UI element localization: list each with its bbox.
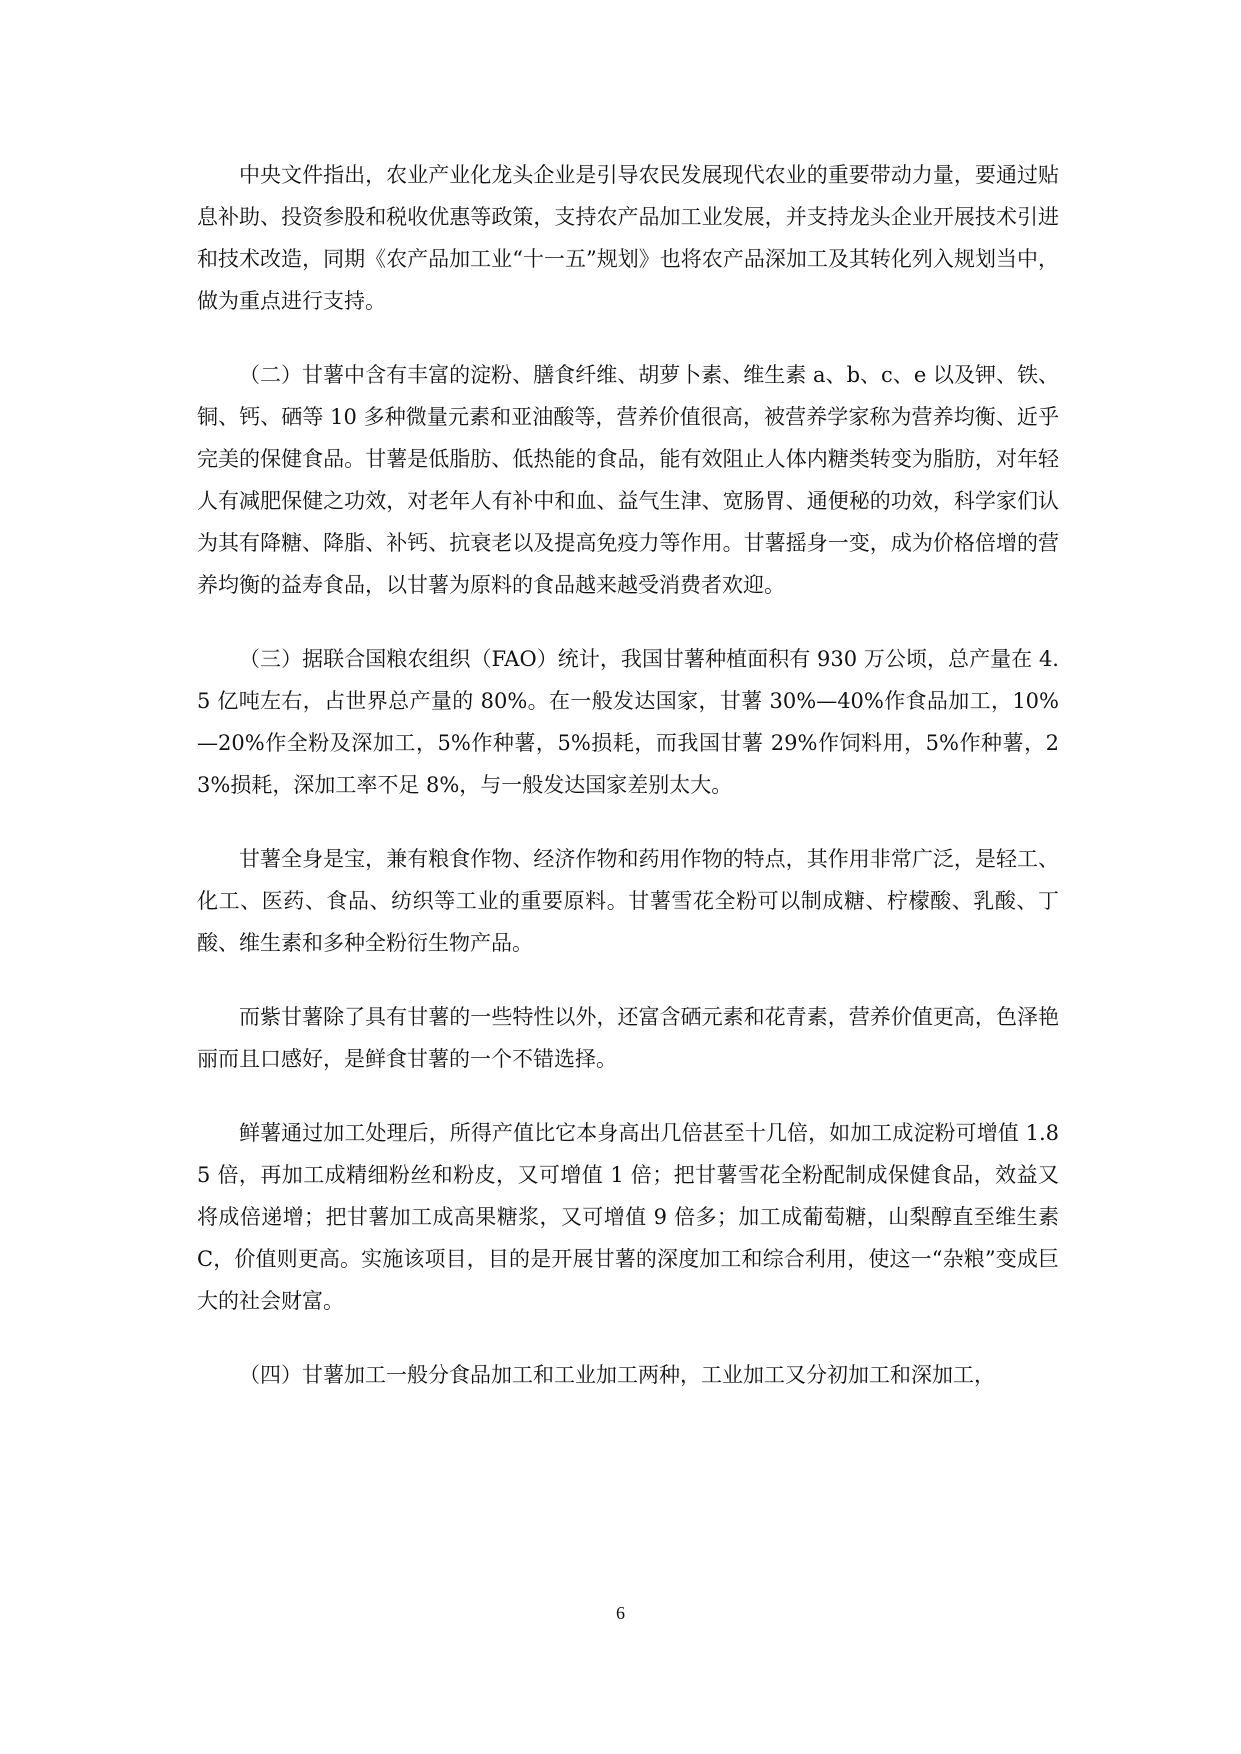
paragraph-purple-sweet-potato: 而紫甘薯除了具有甘薯的一些特性以外，还富含硒元素和花青素，营养价值更高，色泽艳丽而且口感好，是鲜食甘薯的一个不错选择。	[197, 1005, 1059, 1071]
paragraph-industrial-uses: 甘薯全身是宝，兼有粮食作物、经济作物和药用作物的特点，其作用非常广泛，是轻工、化工、医药、食品、纺织等工业的重要原料。甘薯雪花全粉可以制成糖、柠檬酸、乳酸、丁酸、维生素和多种全粉衍生物产品。	[197, 847, 1059, 955]
paragraph-value-added: 鲜薯通过加工处理后，所得产值比它本身高出几倍甚至十几倍，如加工成淀粉可增值 1.85 倍，再加工成精细粉丝和粉皮，又可增值 1 倍；把甘薯雪花全粉配制成保健食品，效益又将成倍递增；把甘薯加工成高果糖浆，又可增值 9 倍多；加工成葡萄糖，山梨醇直至维生素 C，价值则更高。实施该项目，目的是开展甘薯的深度加工和综合利用，使这一“杂粮”变成巨大的社会财富。	[197, 1121, 1059, 1313]
paragraph-processing-types: （四）甘薯加工一般分食品加工和工业加工两种，工业加工又分初加工和深加工，	[239, 1363, 995, 1387]
paragraph-fao-statistics: （三）据联合国粮农组织（FAO）统计，我国甘薯种植面积有 930 万公顷，总产量在 4.5 亿吨左右，占世界总产量的 80%。在一般发达国家，甘薯 30%—40%作食品加工，10%—20%作全粉及深加工，5%作种薯，5%损耗，而我国甘薯 29%作饲料用，5%作种薯，23%损耗，深加工率不足 8%，与一般发达国家差别太大。	[197, 647, 1059, 797]
paragraph-policy-support: 中央文件指出，农业产业化龙头企业是引导农民发展现代农业的重要带动力量，要通过贴息补助、投资参股和税收优惠等政策，支持农产品加工业发展，并支持龙头企业开展技术引进和技术改造，同期《农产品加工业“十一五”规划》也将农产品深加工及其转化列入规划当中，做为重点进行支持。	[197, 163, 1059, 313]
page-number: 6	[616, 1603, 625, 1623]
paragraph-nutrition: （二）甘薯中含有丰富的淀粉、膳食纤维、胡萝卜素、维生素 a、b、c、e 以及钾、铁、铜、钙、硒等 10 多种微量元素和亚油酸等，营养价值很高，被营养学家称为营养均衡、近乎完美的保健食品。甘薯是低脂肪、低热能的食品，能有效阻止人体内糖类转变为脂肪，对年轻人有减肥保健之功效，对老年人有补中和血、益气生津、宽肠胃、通便秘的功效，科学家们认为其有降糖、降脂、补钙、抗衰老以及提高免疫力等作用。甘薯摇身一变，成为价格倍增的营养均衡的益寿食品，以甘薯为原料的食品越来越受消费者欢迎。	[197, 363, 1059, 597]
document-body	[197, 154, 1059, 1428]
